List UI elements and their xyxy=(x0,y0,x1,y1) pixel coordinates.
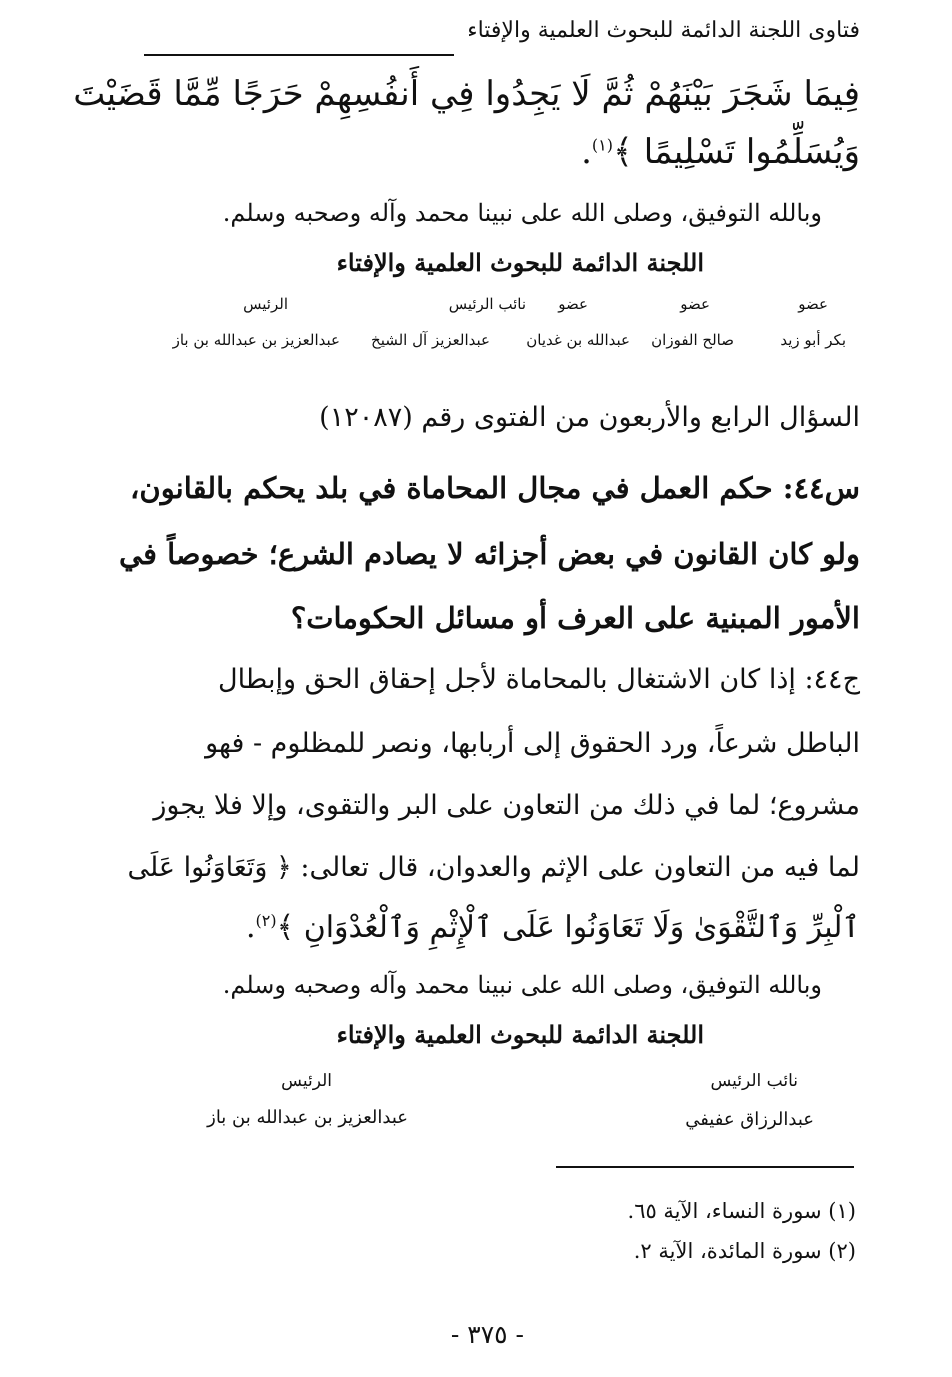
signatory-role: الرئيس xyxy=(243,295,288,313)
running-header xyxy=(144,14,860,54)
answer-line-5 xyxy=(246,900,860,956)
header-rule xyxy=(144,54,454,56)
signatory-name: عبدالعزيز آل الشيخ xyxy=(371,331,490,349)
verse-line-2-end: . xyxy=(581,132,592,172)
closing-formula-2: وبالله التوفيق، وصلى الله على نبينا محمد وآله وصحبه وسلم. xyxy=(222,971,822,999)
answer-line-3: مشروع؛ لما في ذلك من التعاون على البر والتقوى، وإلا فلا يجوز xyxy=(153,790,860,821)
question-line-3: الأمور المبنية على العرف أو مسائل الحكومات؟ xyxy=(290,601,860,635)
question-line-1: س٤٤: حكم العمل في مجال المحاماة في بلد يحكم بالقانون، xyxy=(130,471,860,505)
verse-line-2-text: وَيُسَلِّمُوا تَسْلِيمًا ﴾ xyxy=(613,132,860,172)
signatory-role: الرئيس xyxy=(281,1071,332,1091)
signatory-name: عبدالعزيز بن عبدالله بن باز xyxy=(172,331,340,349)
footnote-ref-1: (١) xyxy=(591,135,613,155)
footnote-2: (٢) سورة المائدة، الآية ٢. xyxy=(633,1239,856,1263)
footnote-separator xyxy=(556,1166,854,1168)
running-title: فتاوى اللجنة الدائمة للبحوث العلمية والإفتاء xyxy=(467,18,860,43)
signatory-name: بكر أبو زيد xyxy=(780,331,846,349)
answer-line-1: ج٤٤: إذا كان الاشتغال بالمحاماة لأجل إحقاق الحق وإبطال xyxy=(217,664,860,695)
verse-line-2 xyxy=(581,124,860,180)
signatory-name: عبدالرزاق عفيفي xyxy=(685,1109,814,1130)
signatory-role: عضو xyxy=(558,295,588,313)
answer-line-2: الباطل شرعاً، ورد الحقوق إلى أربابها، ونصر للمظلوم - فهو xyxy=(205,728,860,759)
answer-line-5-end: . xyxy=(245,910,256,945)
footnote-ref-2: (٢) xyxy=(255,911,277,930)
signatory-role: عضو xyxy=(798,295,828,313)
signatory-name: عبدالعزيز بن عبدالله بن باز xyxy=(207,1107,408,1128)
signatory-name: عبدالله بن غديان xyxy=(526,331,630,349)
signatory-role: نائب الرئيس xyxy=(710,1071,798,1091)
signatory-role: نائب الرئيس xyxy=(448,295,526,313)
verse-line-1: فِيمَا شَجَرَ بَيْنَهُمْ ثُمَّ لَا يَجِدُوا فِي أَنفُسِهِمْ حَرَجًا مِّمَّا قَضَيْتَ xyxy=(73,74,860,114)
committee-name-2: اللجنة الدائمة للبحوث العلمية والإفتاء xyxy=(336,1020,704,1049)
footnote-1: (١) سورة النساء، الآية ٦٥. xyxy=(627,1199,856,1223)
answer-line-4: لما فيه من التعاون على الإثم والعدوان، قال تعالى: ﴿ وَتَعَاوَنُوا عَلَى xyxy=(127,852,860,883)
signatory-name: صالح الفوزان xyxy=(651,331,734,349)
answer-line-5-text: ٱلْبِرِّ وَٱلتَّقْوَىٰ وَلَا تَعَاوَنُوا عَلَى ٱلْإِثْمِ وَٱلْعُدْوَانِ ﴾ xyxy=(276,910,860,945)
signatory-role: عضو xyxy=(680,295,710,313)
closing-formula-1: وبالله التوفيق، وصلى الله على نبينا محمد وآله وصحبه وسلم. xyxy=(222,199,822,227)
committee-name-1: اللجنة الدائمة للبحوث العلمية والإفتاء xyxy=(336,248,704,277)
page-number: - ٣٧٥ - xyxy=(450,1320,524,1349)
fatwa-heading: السؤال الرابع والأربعون من الفتوى رقم (١٢٠٨٧) xyxy=(319,402,860,433)
question-line-2: ولو كان القانون في بعض أجزائه لا يصادم الشرع؛ خصوصاً في xyxy=(118,537,860,571)
